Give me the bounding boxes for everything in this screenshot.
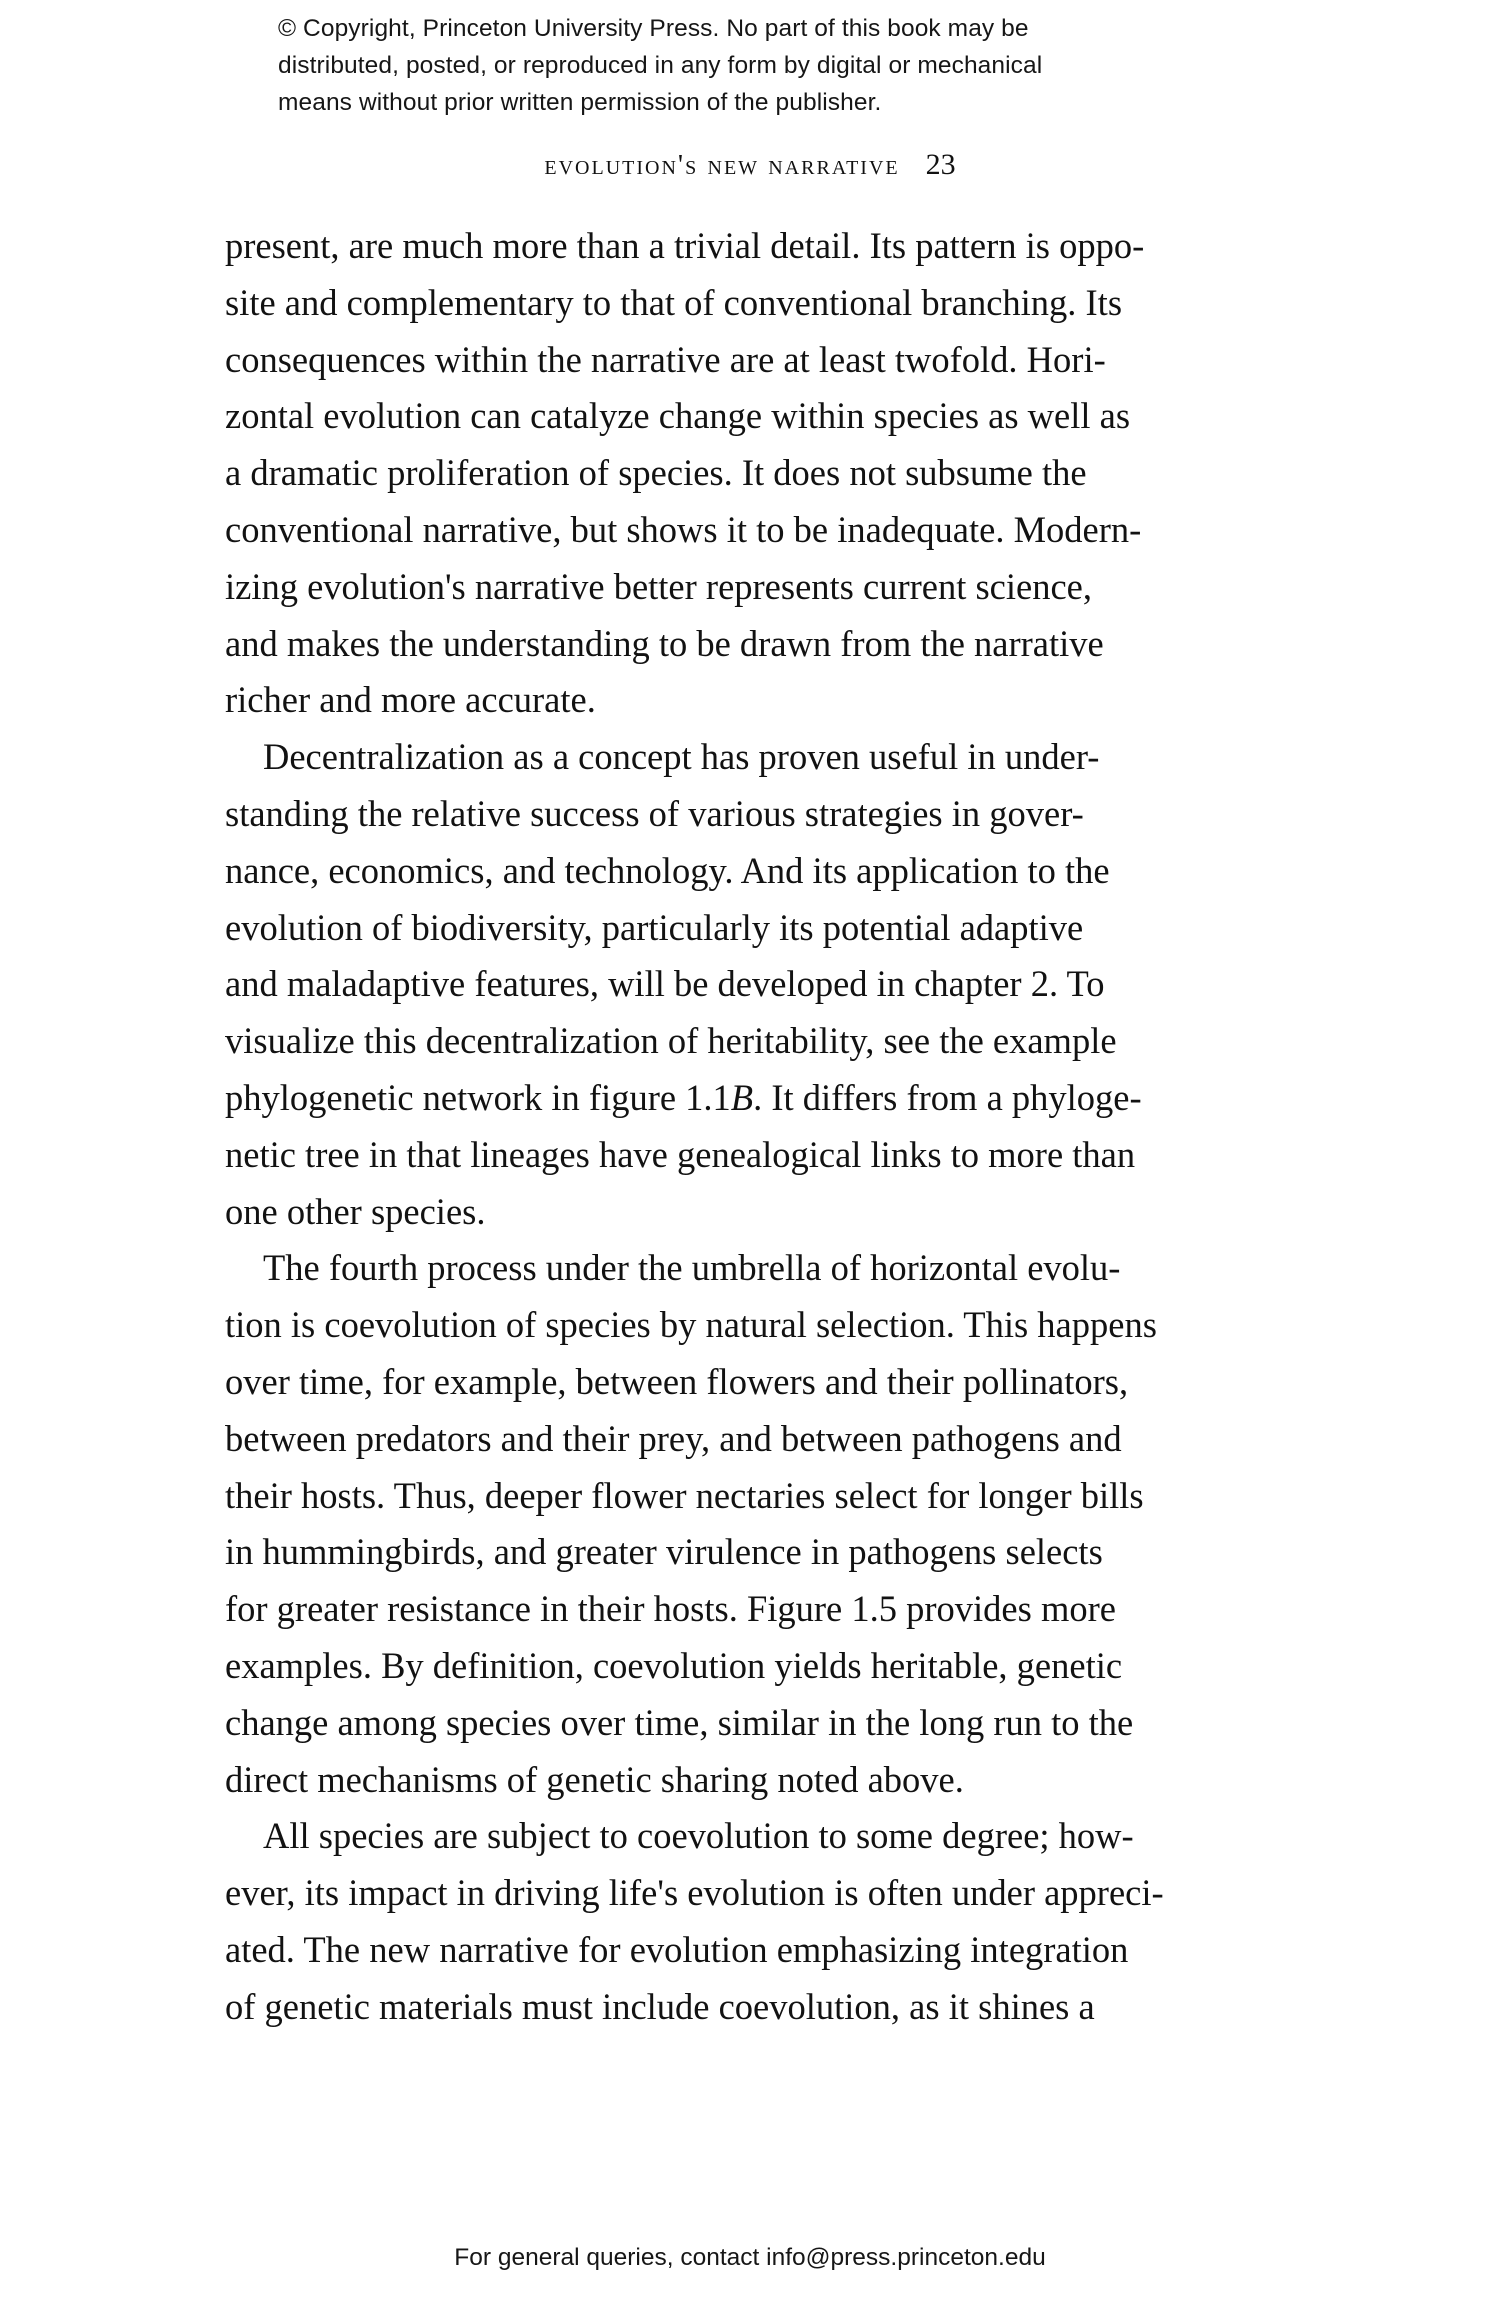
text-line: standing the relative success of various strategies in gover- xyxy=(225,792,1084,834)
text-line: site and complementary to that of conventional branching. Its xyxy=(225,281,1123,323)
running-head-title: evolution's new narrative xyxy=(544,149,900,181)
text-line: their hosts. Thus, deeper flower nectaries select for longer bills xyxy=(225,1474,1144,1516)
paragraph-3 xyxy=(225,1240,1278,1808)
figure-label-letter: B xyxy=(730,1076,754,1118)
text-line: zontal evolution can catalyze change within species as well as xyxy=(225,395,1131,437)
text-line: visualize this decentralization of heritability, see the example xyxy=(225,1020,1117,1062)
text-line: consequences within the narrative are at least twofold. Hori- xyxy=(225,338,1106,380)
text-line-figure-ref-prefix: phylogenetic network in figure 1.1B. It differs from a phyloge- xyxy=(225,1076,1142,1118)
text-line: in hummingbirds, and greater virulence in pathogens selects xyxy=(225,1531,1103,1573)
text-line: a dramatic proliferation of species. It does not subsume the xyxy=(225,452,1087,494)
text-line: ated. The new narrative for evolution emphasizing integration xyxy=(225,1928,1129,1970)
text-line: tion is coevolution of species by natural selection. This happens xyxy=(225,1304,1157,1346)
copyright-notice-line-1: © Copyright, Princeton University Press. No part of this book may be xyxy=(278,15,1029,42)
text-line: Decentralization as a concept has proven useful in under- xyxy=(263,736,1100,778)
text-line: izing evolution's narrative better represents current science, xyxy=(225,565,1092,607)
copyright-notice-line-3: means without prior written permission of the publisher. xyxy=(278,89,882,116)
text-line: direct mechanisms of genetic sharing noted above. xyxy=(225,1758,964,1800)
text-line: of genetic materials must include coevolution, as it shines a xyxy=(225,1985,1095,2027)
copyright-notice-line-2: distributed, posted, or reproduced in any form by digital or mechanical xyxy=(278,52,1043,79)
paragraph-1 xyxy=(225,218,1278,729)
text-line: richer and more accurate. xyxy=(225,679,596,721)
paragraph-2 xyxy=(225,729,1278,1240)
text-line: present, are much more than a trivial detail. Its pattern is oppo- xyxy=(225,225,1145,266)
running-head xyxy=(0,148,1500,182)
footer-query-note: For general queries, contact info@press.princeton.edu xyxy=(454,2244,1046,2271)
text-line: nance, economics, and technology. And its application to the xyxy=(225,849,1110,891)
text-line: conventional narrative, but shows it to be inadequate. Modern- xyxy=(225,508,1142,550)
text-line: for greater resistance in their hosts. Figure 1.5 provides more xyxy=(225,1588,1116,1630)
text-line: and makes the understanding to be drawn from the narrative xyxy=(225,622,1104,664)
text-line: The fourth process under the umbrella of horizontal evolu- xyxy=(263,1247,1121,1289)
paragraph-4 xyxy=(225,1808,1278,2035)
text-line: All species are subject to coevolution to some degree; how- xyxy=(263,1815,1134,1857)
text-line-figure-ref xyxy=(225,1070,1278,1127)
text-line: over time, for example, between flowers and their pollinators, xyxy=(225,1360,1129,1402)
copyright-notice xyxy=(278,10,1238,121)
text-line: and maladaptive features, will be developed in chapter 2. To xyxy=(225,963,1105,1005)
page-number: 23 xyxy=(925,148,956,181)
body-text-column xyxy=(225,218,1278,2036)
text-line: change among species over time, similar in the long run to the xyxy=(225,1701,1134,1743)
text-line: between predators and their prey, and between pathogens and xyxy=(225,1417,1122,1459)
text-line: netic tree in that lineages have genealogical links to more than xyxy=(225,1133,1136,1175)
text-line: evolution of biodiversity, particularly its potential adaptive xyxy=(225,906,1084,948)
text-line: examples. By definition, coevolution yields heritable, genetic xyxy=(225,1644,1123,1686)
text-line: ever, its impact in driving life's evolution is often under appreci- xyxy=(225,1872,1164,1914)
text-line: one other species. xyxy=(225,1190,486,1232)
